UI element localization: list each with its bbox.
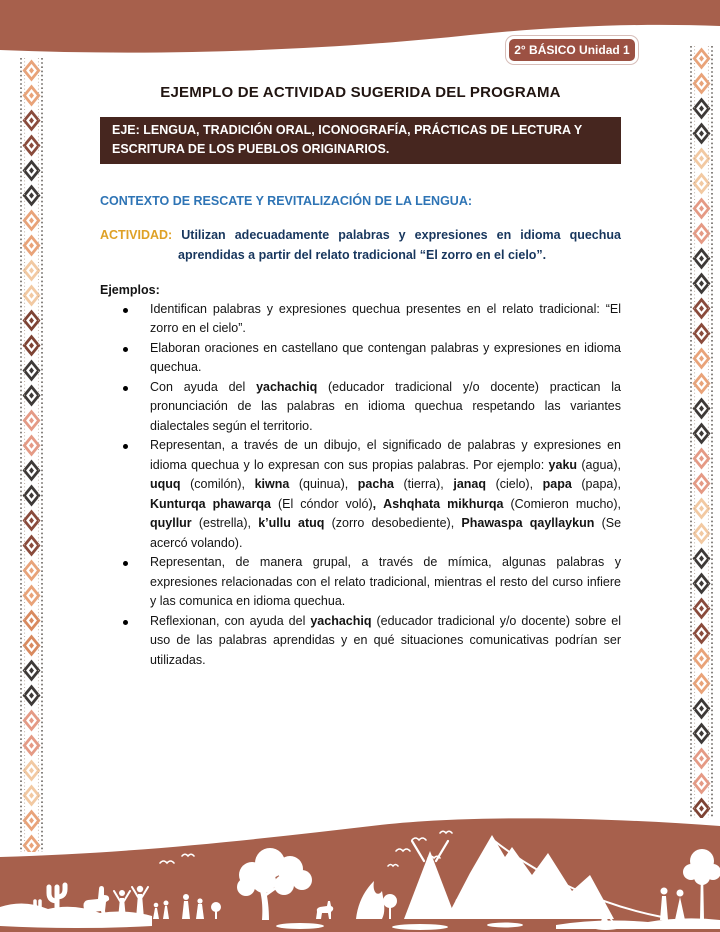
decorative-border-right bbox=[690, 46, 713, 818]
list-item: Representan, a través de un dibujo, el significado de palabras y expresiones en idioma quechua y lo expresan con sus propias palabras. Por ejemplo: yaku (agua), uquq (comilón), kiwna (quinua), pacha (tierra), janaq (cielo), papa (papa), Kunturqa phawarqa (El cóndor voló), Ashqhata mikhurqa (Comieron mucho), quyllur (estrella), k’ullu atuq (zorro desobediente), Phawaspa qayllaykun (Se acercó volando). bbox=[100, 436, 621, 553]
decorative-border-left bbox=[20, 58, 43, 852]
contexto-heading: CONTEXTO DE RESCATE Y REVITALIZACIÓN DE LA LENGUA: bbox=[100, 193, 473, 208]
ejemplos-list bbox=[100, 300, 621, 671]
actividad-label: ACTIVIDAD: bbox=[100, 227, 173, 242]
actividad-text: Utilizan adecuadamente palabras y expresiones en idioma quechua aprendidas a partir del relato tradicional “El zorro en el cielo”. bbox=[178, 227, 621, 262]
eje-banner bbox=[100, 117, 621, 164]
list-item: Reflexionan, con ayuda del yachachiq (educador tradicional y/o docente) sobre el uso de las palabras aprendidas y en qué situaciones comunicativas podrían ser utilizadas. bbox=[100, 612, 621, 671]
list-item: Identifican palabras y expresiones quechua presentes en el relato tradicional: “El zorro en el cielo”. bbox=[100, 300, 621, 339]
footer-illustration bbox=[0, 817, 720, 932]
eje-banner-text: EJE: LENGUA, TRADICIÓN ORAL, ICONOGRAFÍA, PRÁCTICAS DE LECTURA Y ESCRITURA DE LOS PUEBLOS ORIGINARIOS. bbox=[112, 123, 582, 157]
unit-badge: 2° BÁSICO Unidad 1 bbox=[506, 36, 638, 64]
page-title: EJEMPLO DE ACTIVIDAD SUGERIDA DEL PROGRAMA bbox=[160, 84, 561, 101]
ejemplos-heading: Ejemplos: bbox=[100, 282, 160, 297]
document-content bbox=[100, 84, 621, 670]
list-item: Representan, de manera grupal, a través de mímica, algunas palabras y expresiones relacionadas con el relato tradicional, mientras el resto del curso infiere y las comunica en idioma quechua. bbox=[100, 553, 621, 612]
list-item: Con ayuda del yachachiq (educador tradicional y/o docente) practican la pronunciación de las palabras en idioma quechua respetando las variantes dialectales según el territorio. bbox=[100, 378, 621, 437]
list-item: Elaboran oraciones en castellano que contengan palabras y expresiones en idioma quechua. bbox=[100, 339, 621, 378]
actividad-paragraph bbox=[100, 225, 621, 265]
